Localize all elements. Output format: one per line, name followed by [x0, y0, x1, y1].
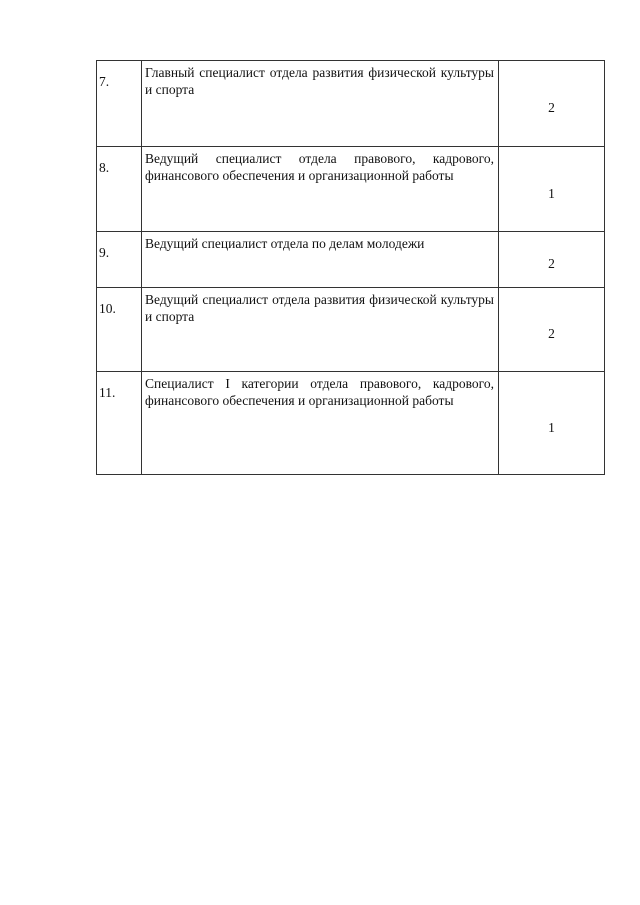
table-row [97, 288, 605, 372]
position-title: Ведущий специалист отдела по делам молодежи [142, 232, 499, 288]
position-count: 2 [499, 232, 605, 288]
row-number: 9. [97, 232, 142, 288]
table-row [97, 232, 605, 288]
position-count: 2 [499, 61, 605, 147]
position-title: Ведущий специалист отдела развития физической культуры и спорта [142, 288, 499, 372]
position-title: Специалист I категории отдела правового, кадрового, финансового обеспечения и организационной работы [142, 372, 499, 475]
staff-positions-table [96, 60, 605, 475]
position-count: 1 [499, 372, 605, 475]
position-count: 2 [499, 288, 605, 372]
row-number: 11. [97, 372, 142, 475]
table-row [97, 372, 605, 475]
table-row [97, 61, 605, 147]
row-number: 8. [97, 147, 142, 232]
position-count: 1 [499, 147, 605, 232]
table-row [97, 147, 605, 232]
row-number: 7. [97, 61, 142, 147]
row-number: 10. [97, 288, 142, 372]
position-title: Главный специалист отдела развития физической культуры и спорта [142, 61, 499, 147]
position-title: Ведущий специалист отдела правового, кадрового, финансового обеспечения и организационной работы [142, 147, 499, 232]
